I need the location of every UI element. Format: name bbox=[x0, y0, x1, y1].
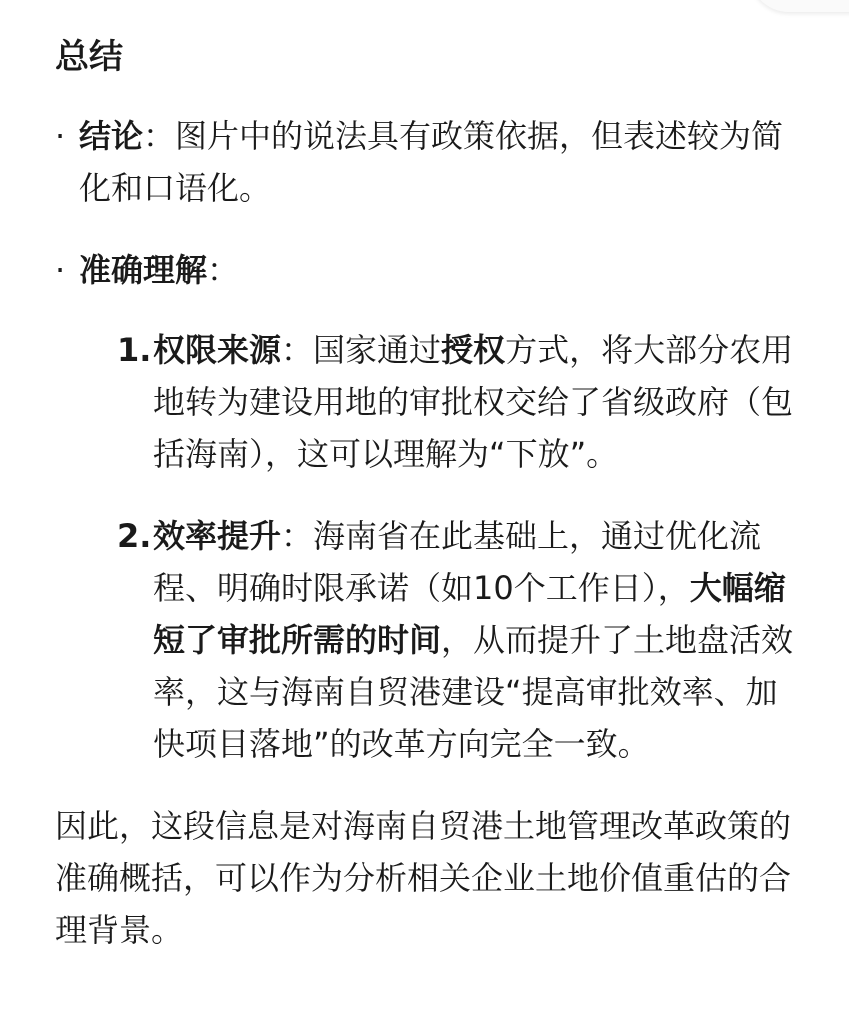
bullet-dot: · bbox=[55, 251, 66, 289]
item-text: 国家通过 bbox=[313, 331, 442, 369]
bullet-text: 图片中的说法具有政策依据，但表述较为简化和口语化。 bbox=[79, 117, 784, 207]
numbered-item-authority-source bbox=[117, 324, 805, 480]
item-text: ，从而提升了土地盘活效率，这与海南自贸港建设“提高审批效率、加快项目落地”的改革方向完全一致。 bbox=[153, 621, 794, 763]
item-separator: ： bbox=[281, 331, 314, 369]
summary-heading: 总结 bbox=[55, 37, 123, 77]
item-separator: ： bbox=[281, 517, 314, 555]
bullet-separator: ： bbox=[207, 251, 240, 289]
bullet-label: 结论 bbox=[79, 117, 144, 155]
numbered-list bbox=[55, 324, 805, 770]
item-label: 权限来源 bbox=[153, 331, 282, 369]
corner-decoration bbox=[749, 0, 849, 12]
bullet-item-understanding bbox=[55, 244, 805, 296]
list-number: 2. bbox=[117, 517, 152, 555]
summary-conclusion: 因此，这段信息是对海南自贸港土地管理改革政策的准确概括，可以作为分析相关企业土地价值重估的合理背景。 bbox=[55, 807, 792, 949]
bullet-item-conclusion bbox=[55, 110, 805, 214]
bullet-dot: · bbox=[55, 117, 66, 155]
list-number: 1. bbox=[117, 331, 152, 369]
item-bold-text: 大幅缩短了审批所需的时间 bbox=[153, 569, 786, 659]
item-text: 海南省在此基础上，通过优化流程、明确时限承诺（如10个工作日）， bbox=[153, 517, 762, 607]
item-text: 方式，将大部分农用地转为建设用地的审批权交给了省级政府（包括海南），这可以理解为“下放”。 bbox=[153, 331, 794, 473]
bullet-separator: ： bbox=[143, 117, 176, 155]
summary-content bbox=[55, 30, 805, 956]
bullet-label: 准确理解 bbox=[79, 251, 208, 289]
numbered-item-efficiency-improvement bbox=[117, 510, 805, 770]
item-label: 效率提升 bbox=[153, 517, 282, 555]
item-bold-text: 授权 bbox=[441, 331, 506, 369]
